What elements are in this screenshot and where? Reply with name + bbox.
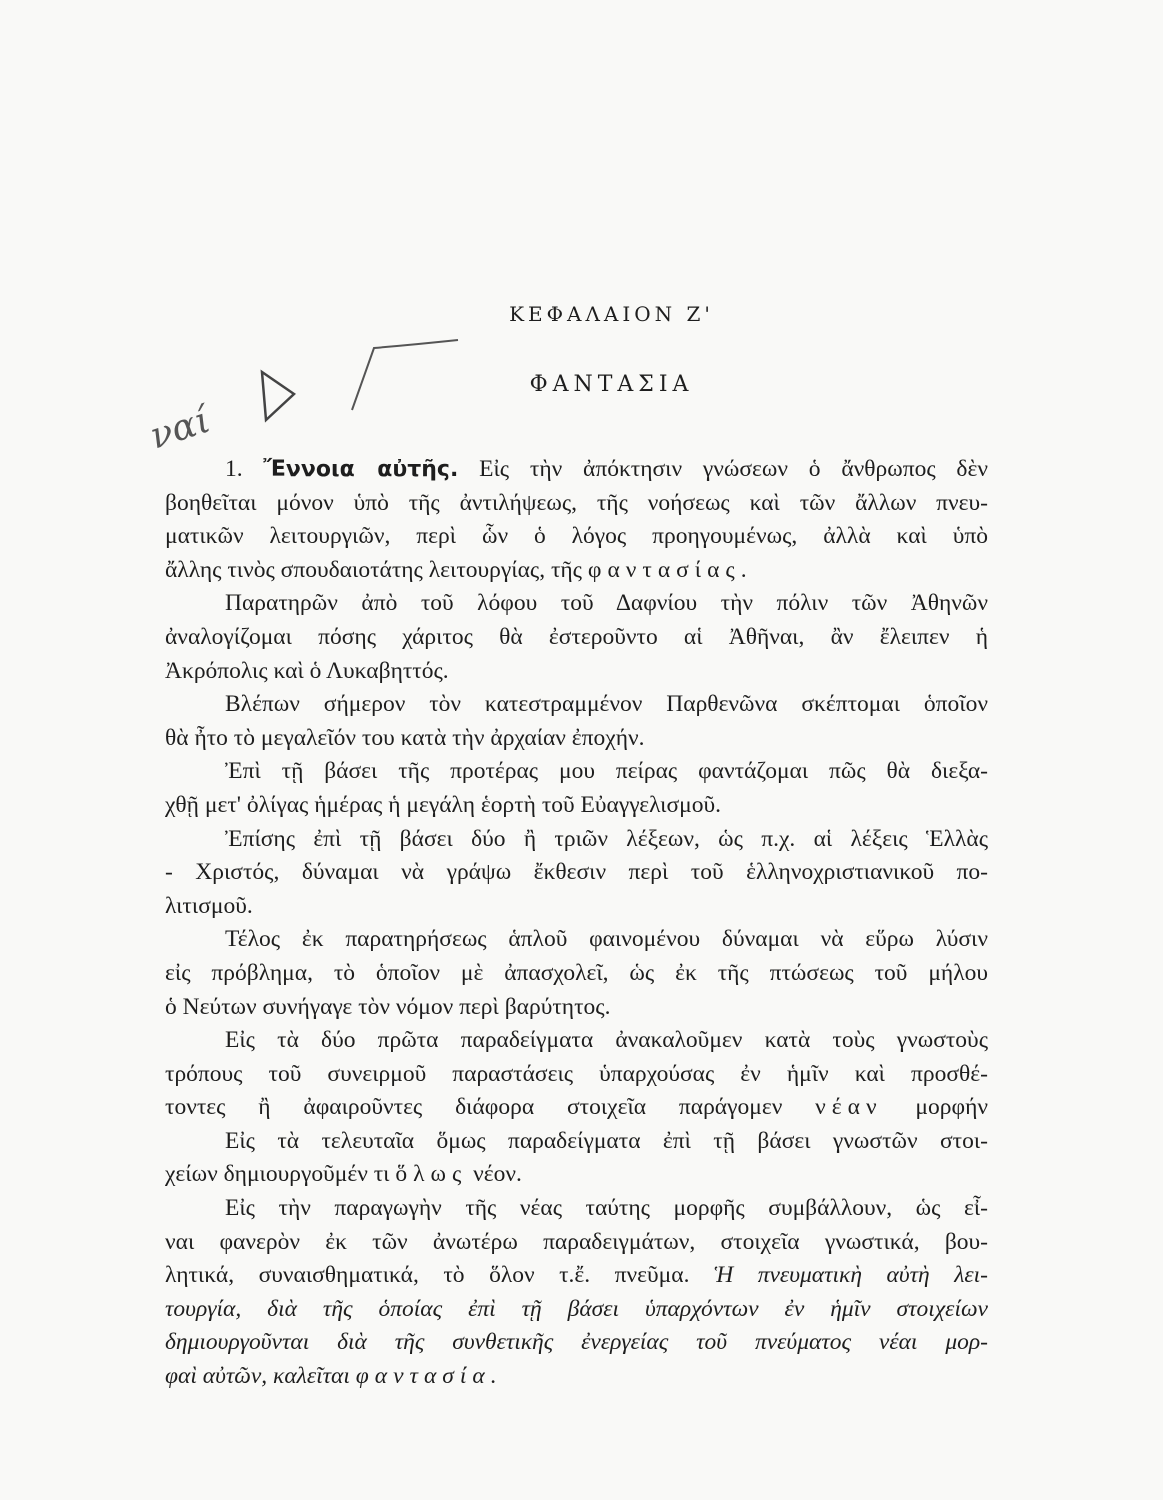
text-line: ματικῶν λειτουργιῶν, περὶ ὧν ὁ λόγος προηγουμένως, ἀλλὰ καὶ ὑπὸ bbox=[165, 523, 988, 550]
text-line: ἀναλογίζομαι πόσης χάριτος θὰ ἐστεροῦντο αἱ Ἀθῆναι, ἂν ἔλειπεν ἡ bbox=[165, 623, 988, 650]
text-line: Ἀκρόπολις καὶ ὁ Λυκαβηττός. bbox=[165, 657, 449, 684]
text-line: τουργία, διὰ τῆς ὁποίας ἐπὶ τῇ βάσει ὑπαρχόντων ἐν ἡμῖν στοιχείων bbox=[165, 1295, 988, 1322]
text-line: λιτισμοῦ. bbox=[165, 892, 253, 919]
text-line: - Χριστός, δύναμαι νὰ γράψω ἔκθεσιν περὶ τοῦ ἑλληνοχριστιανικοῦ πο- bbox=[165, 859, 988, 886]
text-line: Εἰς τὰ δύο πρῶτα παραδείγματα ἀνακαλοῦμεν κατὰ τοὺς γνωστοὺς bbox=[225, 1027, 988, 1054]
text-line: Εἰς τὰ τελευταῖα ὅμως παραδείγματα ἐπὶ τῇ βάσει γνωστῶν στοι- bbox=[225, 1127, 988, 1154]
text-line: Εἰς τὴν παραγωγὴν τῆς νέας ταύτης μορφῆς συμβάλλουν, ὡς εἶ- bbox=[225, 1195, 988, 1222]
section-heading: Ἔννοια αὐτῆς. bbox=[263, 457, 459, 482]
chapter-heading: ΚΕΦΑΛΑΙΟΝ Ζ' bbox=[509, 302, 714, 326]
body-text bbox=[165, 453, 988, 1394]
section-title: ΦΑΝΤΑΣΙΑ bbox=[529, 372, 694, 397]
text-line: ναι φανερὸν ἐκ τῶν ἀνωτέρω παραδειγμάτων, στοιχεῖα γνωστικά, βου- bbox=[165, 1228, 988, 1255]
margin-handwritten-note: ναί bbox=[145, 399, 216, 458]
text-line: λητικά, συναισθηματικά, τὸ ὅλον τ.ἔ. πνεῦμα. Ἡ πνευματικὴ αὐτὴ λει- bbox=[165, 1262, 988, 1289]
text-line: εἰς πρόβλημα, τὸ ὁποῖον μὲ ἀπασχολεῖ, ὡς ἐκ τῆς πτώσεως τοῦ μήλου bbox=[165, 959, 988, 986]
text-line: τρόπους τοῦ συνειρμοῦ παραστάσεις ὑπαρχούσας ἐν ἡμῖν καὶ προσθέ- bbox=[165, 1060, 988, 1087]
text-line: Παρατηρῶν ἀπὸ τοῦ λόφου τοῦ Δαφνίου τὴν πόλιν τῶν Ἀθηνῶν bbox=[225, 590, 988, 617]
text-line: χείων δημιουργοῦμέν τι ὅλως νέον. bbox=[165, 1161, 522, 1188]
text-line: Ἐπίσης ἐπὶ τῇ βάσει δύο ἢ τριῶν λέξεων, ὡς π.χ. αἱ λέξεις Ἑλλὰς bbox=[225, 825, 988, 852]
spaced-term: ὅλως bbox=[395, 1161, 468, 1188]
spaced-term: νέαν bbox=[815, 1094, 883, 1121]
text-line: 1. Ἔννοια αὐτῆς. Εἰς τὴν ἀπόκτησιν γνώσεων ὁ ἄνθρωπος δὲν bbox=[225, 456, 988, 482]
text-line: τοντες ἢ ἀφαιροῦντες διάφορα στοιχεῖα παράγομεν νέαν μορφήν bbox=[165, 1094, 988, 1121]
spaced-term: φαντασίας. bbox=[587, 556, 753, 583]
spaced-term: φαντασία. bbox=[355, 1363, 503, 1390]
text-line: Βλέπων σήμερον τὸν κατεστραμμένον Παρθενῶνα σκέπτομαι ὁποῖον bbox=[225, 691, 988, 718]
text-line: φαὶ αὐτῶν, καλεῖται φαντασία. bbox=[165, 1363, 503, 1390]
text-line: ὁ Νεύτων συνήγαγε τὸν νόμον περὶ βαρύτητος. bbox=[165, 993, 611, 1020]
text-line: Ἐπὶ τῇ βάσει τῆς προτέρας μου πείρας φαντάζομαι πῶς θὰ διεξα- bbox=[225, 758, 988, 785]
text-line: Τέλος ἐκ παρατηρήσεως ἁπλοῦ φαινομένου δύναμαι νὰ εὕρω λύσιν bbox=[225, 926, 988, 953]
text-line: χθῇ μετ' ὀλίγας ἡμέρας ἡ μεγάλη ἑορτὴ τοῦ Εὐαγγελισμοῦ. bbox=[165, 791, 722, 818]
italic-definition: Ἡ πνευματικὴ αὐτὴ λει- bbox=[713, 1262, 988, 1289]
text-line: ἄλλης τινὸς σπουδαιοτάτης λειτουργίας, τῆς φαντασίας. bbox=[165, 556, 753, 583]
text-line: δημιουργοῦνται διὰ τῆς συνθετικῆς ἐνεργείας τοῦ πνεύματος νέαι μορ- bbox=[165, 1329, 988, 1356]
text-line: βοηθεῖται μόνον ὑπὸ τῆς ἀντιλήψεως, τῆς νοήσεως καὶ τῶν ἄλλων πνευ- bbox=[165, 489, 988, 516]
text-line: θὰ ἦτο τὸ μεγαλεῖόν του κατὰ τὴν ἀρχαίαν ἐποχήν. bbox=[165, 724, 645, 751]
